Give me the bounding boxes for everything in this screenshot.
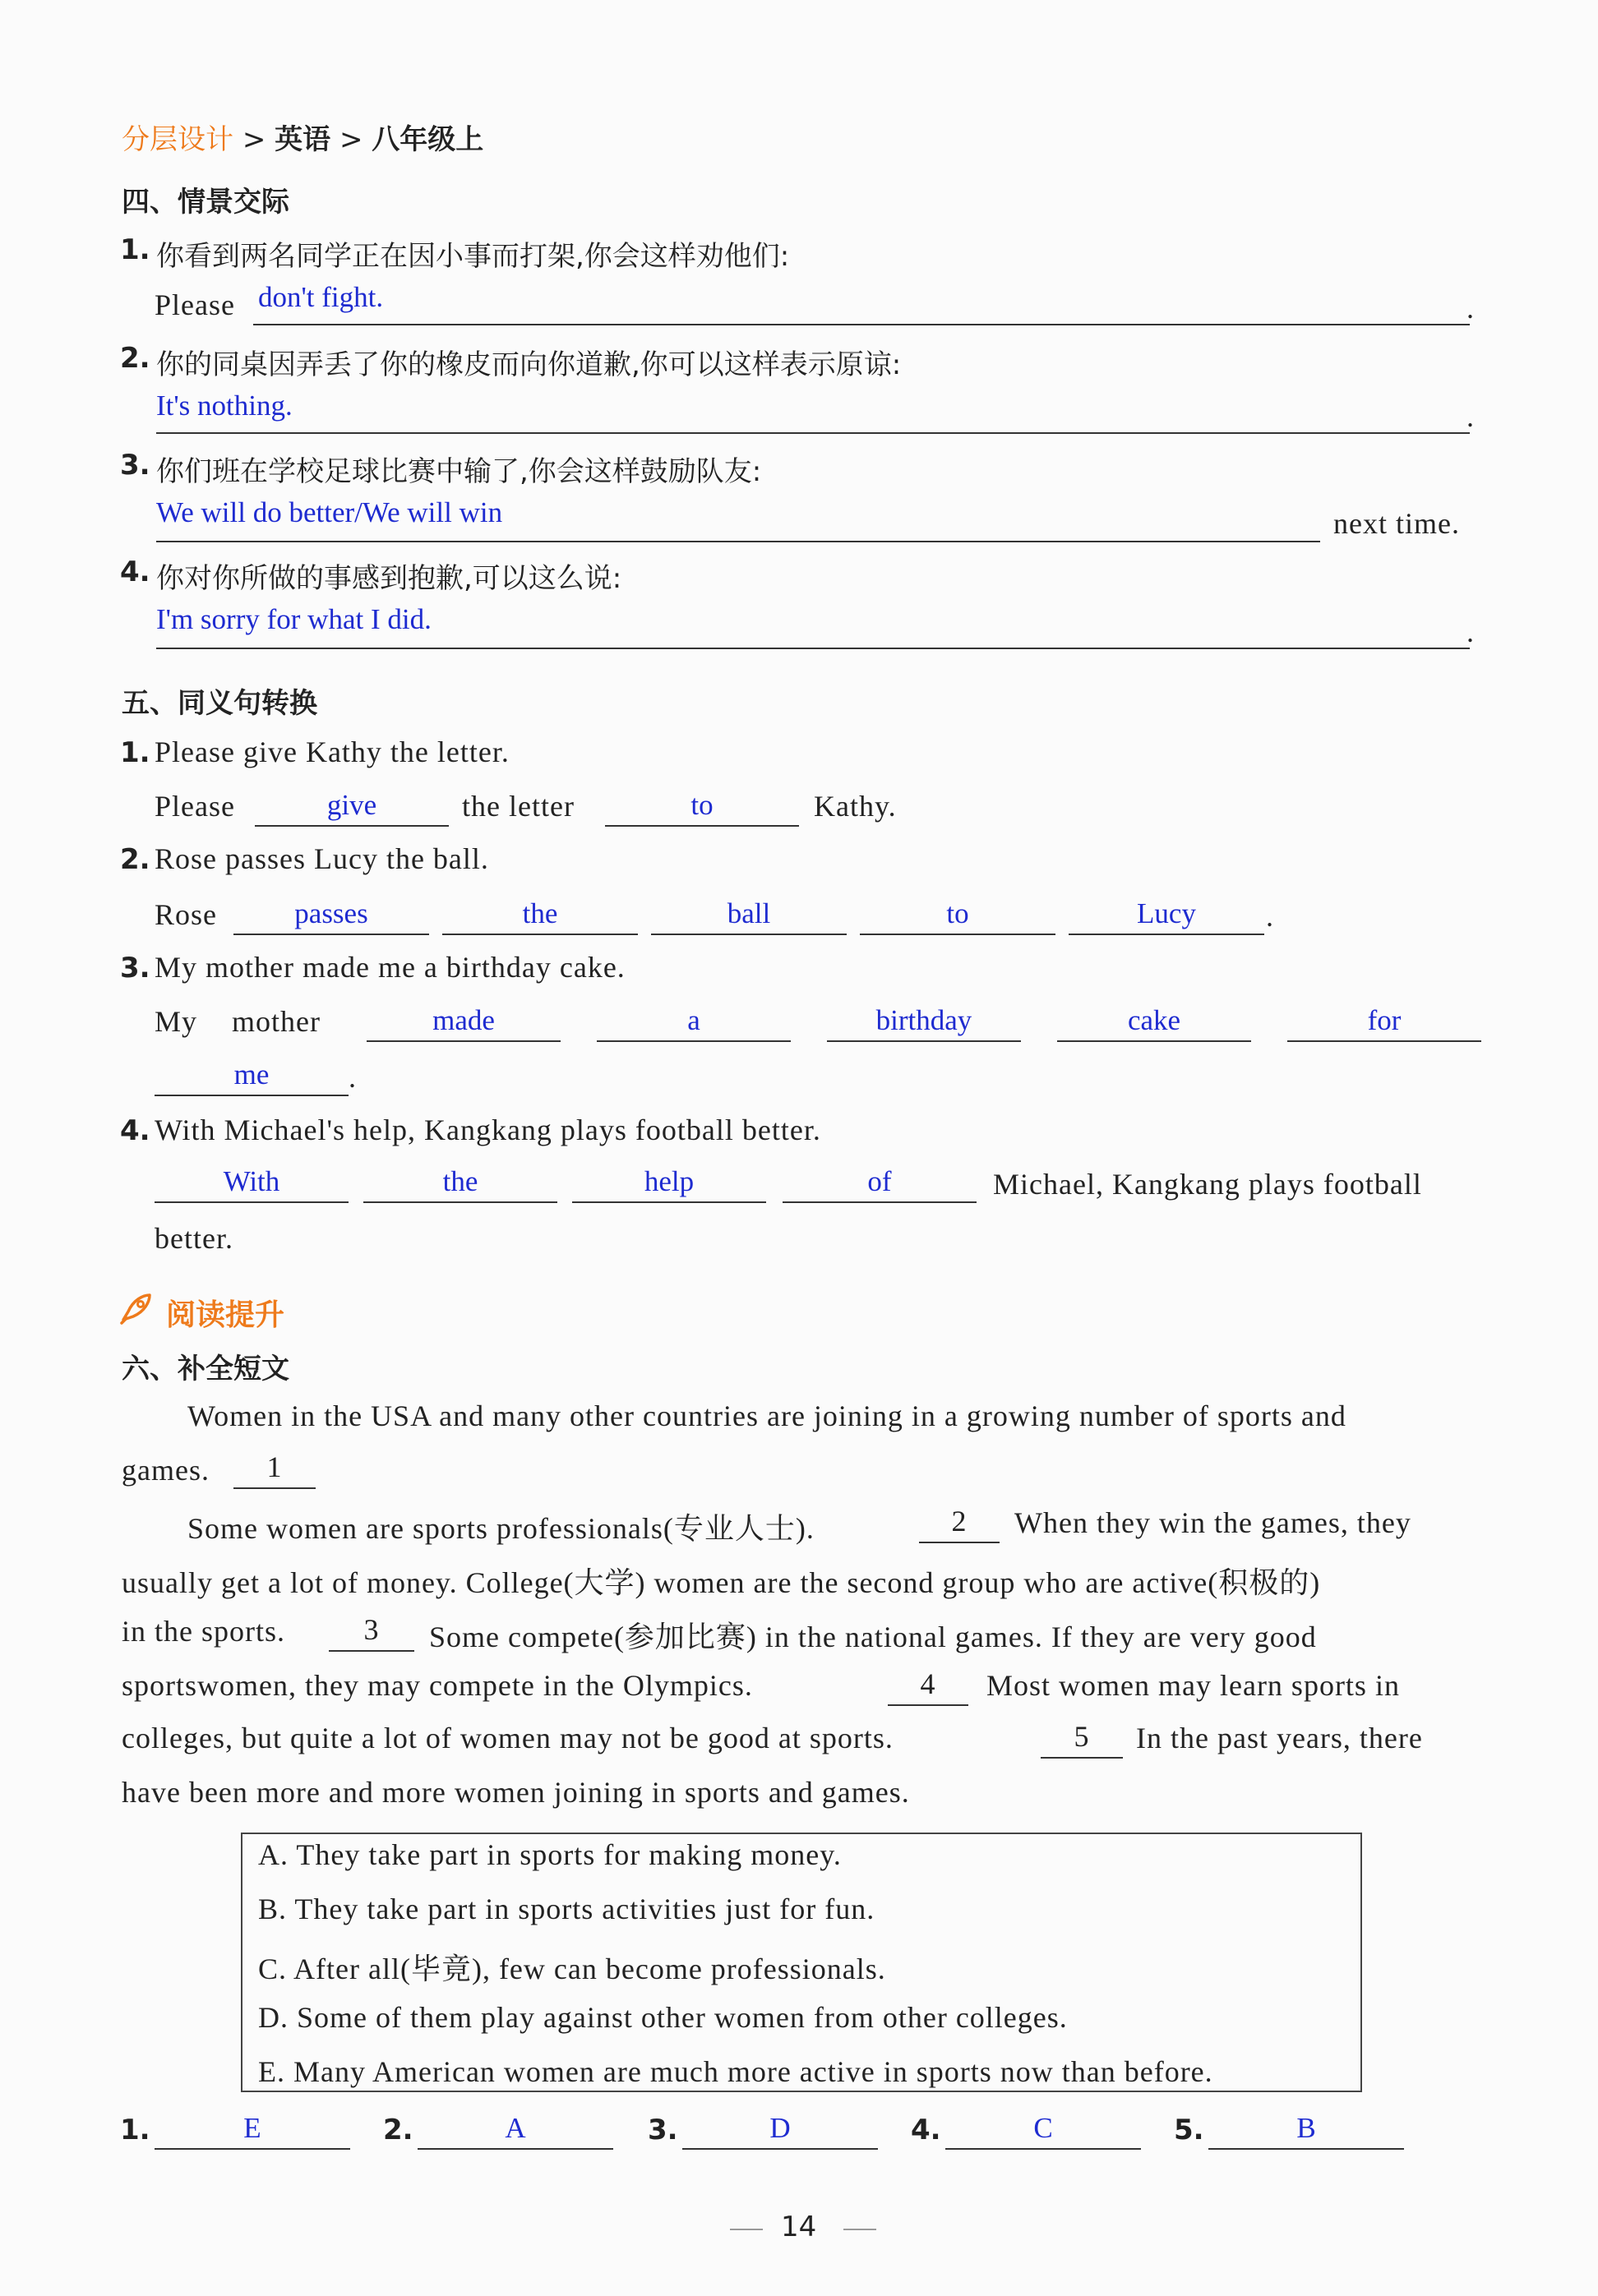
sentence-end: . [349,1061,357,1094]
sentence-end: next time. [1333,507,1460,540]
answer-blank[interactable] [783,1165,977,1203]
sentence-end: . [1466,615,1475,648]
passage-text: in the sports. [122,1615,285,1648]
blank-number: 3 [363,1613,380,1646]
passage-text: In the past years, there [1136,1722,1423,1754]
passage-text: Some women are sports professionals(专业人士). [187,1512,815,1545]
sentence-lead: Please [155,288,235,321]
rocket-icon [117,1290,155,1328]
question-number: 2. [120,843,150,876]
blank-number: 5 [1074,1720,1090,1753]
option-item: E. Many American women are much more active in sports now than before. [258,2055,1213,2088]
answer-text: passes [294,897,368,929]
sentence-end: . [1466,400,1475,433]
answer-blank[interactable] [860,897,1055,935]
question-sentence: With Michael's help, Kangkang plays football better. [155,1113,821,1146]
answer-text: help [644,1165,695,1197]
sentence-word: Rose [155,898,217,931]
answer-text: D [769,2112,791,2144]
blank-number: 2 [951,1505,968,1538]
answer-number: 4. [911,2114,941,2146]
question-number: 4. [120,556,150,588]
sentence-word: Kathy. [814,790,897,823]
answer-number: 2. [383,2114,413,2146]
question-number: 1. [120,736,150,769]
option-item: B. They take part in sports activities just for fun. [258,1893,875,1925]
answer-text: E [243,2112,261,2144]
question-prompt: 你的同桌因弄丢了你的橡皮而向你道歉,你可以这样表示原谅: [156,348,902,381]
answer-blank[interactable] [1287,1004,1481,1042]
answer-text: Lucy [1137,897,1196,929]
section-title: 四、情景交际 [122,186,289,219]
answer-blank[interactable] [1057,1004,1251,1042]
answer-blank[interactable] [1208,2112,1404,2150]
answer-number: 5. [1174,2114,1204,2146]
answer-blank[interactable] [363,1165,557,1203]
passage-text: When they win the games, they [1014,1506,1411,1539]
sentence-word: Michael, Kangkang plays football [993,1168,1422,1201]
option-item: D. Some of them play against other women from other colleges. [258,2001,1068,2034]
answer-text: don't fight. [258,281,384,313]
question-sentence: Rose passes Lucy the ball. [155,842,489,875]
answer-text: C [1033,2112,1053,2144]
question-sentence: Please give Kathy the letter. [155,735,510,768]
passage-line: usually get a lot of money. College(大学) women are the second group who are active(积极的) [122,1566,1321,1599]
section-title: 六、补全短文 [122,1353,289,1385]
passage-blank[interactable] [919,1505,1000,1543]
question-prompt: 你看到两名同学正在因小事而打架,你会这样劝他们: [156,240,790,273]
answer-blank[interactable] [945,2112,1141,2150]
answer-blank[interactable] [651,897,847,935]
breadcrumb-sep: > [242,123,266,156]
question-number: 2. [120,342,150,375]
answer-line[interactable] [156,541,1320,542]
sentence-word: Please [155,790,235,823]
answer-text: a [687,1004,700,1036]
sentence-word: the letter [462,790,575,823]
answer-text: It's nothing. [156,390,293,422]
answer-text: birthday [875,1004,972,1036]
answer-text: the [522,897,558,929]
breadcrumb-grade: 八年级上 [372,123,484,156]
question-number: 4. [120,1114,150,1147]
answer-blank[interactable] [255,789,449,827]
answer-text: give [326,789,377,821]
answer-blank[interactable] [605,789,799,827]
answer-blank[interactable] [597,1004,791,1042]
answer-number: 1. [120,2114,150,2146]
answer-text: A [505,2112,526,2144]
page-number: 14 [781,2211,817,2243]
passage-text: games. [122,1454,210,1487]
passage-text: Most women may learn sports in [986,1669,1400,1702]
passage-text: colleges, but quite a lot of women may not be good at sports. [122,1722,894,1754]
sentence-end: . [1466,292,1475,325]
answer-line[interactable] [156,432,1470,434]
answer-line[interactable] [253,324,1470,325]
question-prompt: 你们班在学校足球比赛中输了,你会这样鼓励队友: [156,455,762,488]
answer-text: made [432,1004,495,1036]
question-number: 3. [120,952,150,984]
sentence-end: . [1266,900,1274,933]
answer-blank[interactable] [682,2112,878,2150]
answer-blank[interactable] [827,1004,1021,1042]
answer-text: With [223,1165,280,1197]
blank-number: 1 [266,1450,283,1483]
section-title: 五、同义句转换 [122,687,317,720]
question-number: 1. [120,233,150,266]
passage-line: Women in the USA and many other countries are joining in a growing number of sports and [187,1399,1346,1432]
passage-text: Some compete(参加比赛) in the national games. If they are very good [429,1621,1317,1653]
option-item: C. After all(毕竟), few can become professionals. [258,1953,886,1985]
passage-blank[interactable] [888,1667,968,1706]
passage-text: sportswomen, they may compete in the Olympics. [122,1669,753,1702]
question-prompt: 你对你所做的事感到抱歉,可以这么说: [156,562,622,595]
answer-blank[interactable] [367,1004,561,1042]
answer-number: 3. [648,2114,678,2146]
answer-text: B [1296,2112,1316,2144]
passage-blank[interactable] [1041,1720,1123,1759]
answer-blank[interactable] [1069,897,1264,935]
answer-text: to [690,789,714,821]
answer-blank[interactable] [233,897,429,935]
breadcrumb-series: 分层设计 [122,123,233,156]
footer-rule [730,2229,763,2230]
question-number: 3. [120,449,150,482]
breadcrumb [122,117,483,157]
sentence-word: better. [155,1222,233,1255]
reading-title: 阅读提升 [166,1298,285,1332]
answer-text: of [867,1165,892,1197]
passage-blank[interactable] [233,1450,316,1489]
answer-blank[interactable] [155,1165,349,1203]
answer-blank[interactable] [442,897,638,935]
breadcrumb-subject: 英语 [275,123,331,156]
question-sentence: My mother made me a birthday cake. [155,951,626,984]
passage-line: have been more and more women joining in sports and games. [122,1776,910,1809]
answer-text: I'm sorry for what I did. [156,603,432,635]
answer-blank[interactable] [155,2112,350,2150]
breadcrumb-sep: > [339,123,363,156]
option-item: A. They take part in sports for making money. [258,1838,842,1871]
answer-text: ball [727,897,771,929]
answer-text: to [946,897,969,929]
blank-number: 4 [920,1667,936,1700]
answer-text: the [442,1165,478,1197]
answer-blank[interactable] [572,1165,766,1203]
answer-blank[interactable] [155,1058,349,1096]
answer-text: cake [1127,1004,1181,1036]
sentence-word: My [155,1005,198,1038]
answer-text: for [1367,1004,1402,1036]
answer-line[interactable] [156,648,1470,649]
passage-blank[interactable] [329,1613,414,1652]
answer-text: me [233,1058,270,1090]
sentence-word: mother [232,1005,321,1038]
footer-rule [843,2229,876,2230]
answer-text: We will do better/We will win [156,496,503,528]
answer-blank[interactable] [418,2112,613,2150]
